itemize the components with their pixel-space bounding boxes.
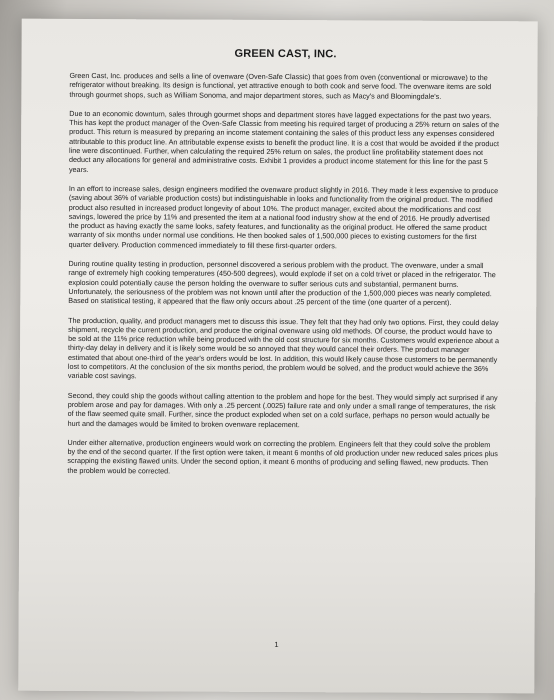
document-title: GREEN CAST, INC. [234,47,337,61]
document-page [18,19,538,694]
paragraph-product-modification: In an effort to increase sales, design engineers modified the ovenware product slightly in 2016. They made it less expensive to produce (saving about 36% of variable production costs) but indistinguishable in looks and functionality from the original product. The modified product also resulted in increased product longevity of about 10%. The product manager, excited about the modifications and cost savings, lowered the price by 11% and presented the item at a national food industry show at the end of 2016. He proudly advertised the product as having exactly the same looks, safety features, and functionality as the original product. He offered the same product warranty of six months under normal use conditions. He then booked sales of 1,500,000 pieces to existing customers for the first quarter delivery. Production commenced immediately to fill these first-quarter orders. [68,183,499,251]
paragraph-correction: Under either alternative, production engineers would work on correcting the problem. Engineers felt that they could solve the problem by the end of the second quarter. If the first option were taken, it meant 6 months of old production under new reduced sales prices plus scrapping the existing flawed units. Under the second option, it meant 6 months of producing and selling flawed, new products. Then the problem would be corrected. [67,437,498,476]
document-body [67,47,501,487]
paragraph-first-option: The production, quality, and product managers met to discuss this issue. They felt that they had only two options. First, they could delay shipment, recycle the current production, and produce the original ovenware using old methods. Of course, the product would have to be sold at the 11% price reduction while being produced with the old cost structure for six months. Customers would experience about a thirty-day delay in delivery and it is likely some would be so annoyed that they would cancel their orders. The product manager estimated that about one-third of the year's orders would be lost. In addition, this would likely cause those customers to be permanently lost to competitors. At the conclusion of the six months period, the problem would be solved, and the product would achieve the 36% variable cost savings. [67,315,500,381]
paragraph-economic-downturn: Due to an economic downturn, sales through gourmet shops and department stores have lagged expectations for the past two years. This has kept the product manager of the Oven-Safe Classic from meeting his required target of producing a 25% return on sales of the product. This return is measured by preparing an income statement containing the sales of this product less any expenses considered attributable to this product line. An attributable expense exists to benefit the product line. It is a cost that would be avoided if the product line were discontinued. Further, when calculating the required 25% return on sales, the product line profitability statement does not deduct any allocations for general and administrative costs. Exhibit 1 provides a product income statement for this line for the past 5 years. [68,108,500,174]
paragraph-intro: Green Cast, Inc. produces and sells a line of ovenware (Oven-Safe Classic) that goes from oven (conventional or microwave) to the refrigerator without breaking. Its design is functional, yet attractive enough to both cook and serve food. The ovenware items are sold through gourmet shops, such as William Sonoma, and major department stores, such as Macy's and Bloomingdale's. [69,70,492,101]
paragraph-quality-problem: During routine quality testing in production, personnel discovered a serious problem with the product. The ovenware, under a small range of extremely high cooking temperatures (450-500 degrees), would explode if set on a cold trivet or placed in the refrigerator. The explosion could potentially cause the person holding the ovenware to suffer serious cuts and substantial, permanent burns. Unfortunately, the seriousness of the problem was not known until after the production of the 1,500,000 pieces was nearly completed. Based on statistical testing, it appeared that the flaw only occurs about .25 percent of the time (one quarter of a percent). [68,258,496,308]
page-number: 1 [274,639,279,650]
paragraph-second-option: Second, they could ship the goods without calling attention to the problem and hope for the best. They would simply act surprised if any problem arose and pay for damages. With only a .25 percent (.0025) failure rate and only under a small range of temperatures, the risk of the flaw seemed quite small. Further, since the product exploded when set on a cold surface, perhaps no person would actually be hurt and the damages would be limited to broken ovenware replacement. [67,390,498,429]
